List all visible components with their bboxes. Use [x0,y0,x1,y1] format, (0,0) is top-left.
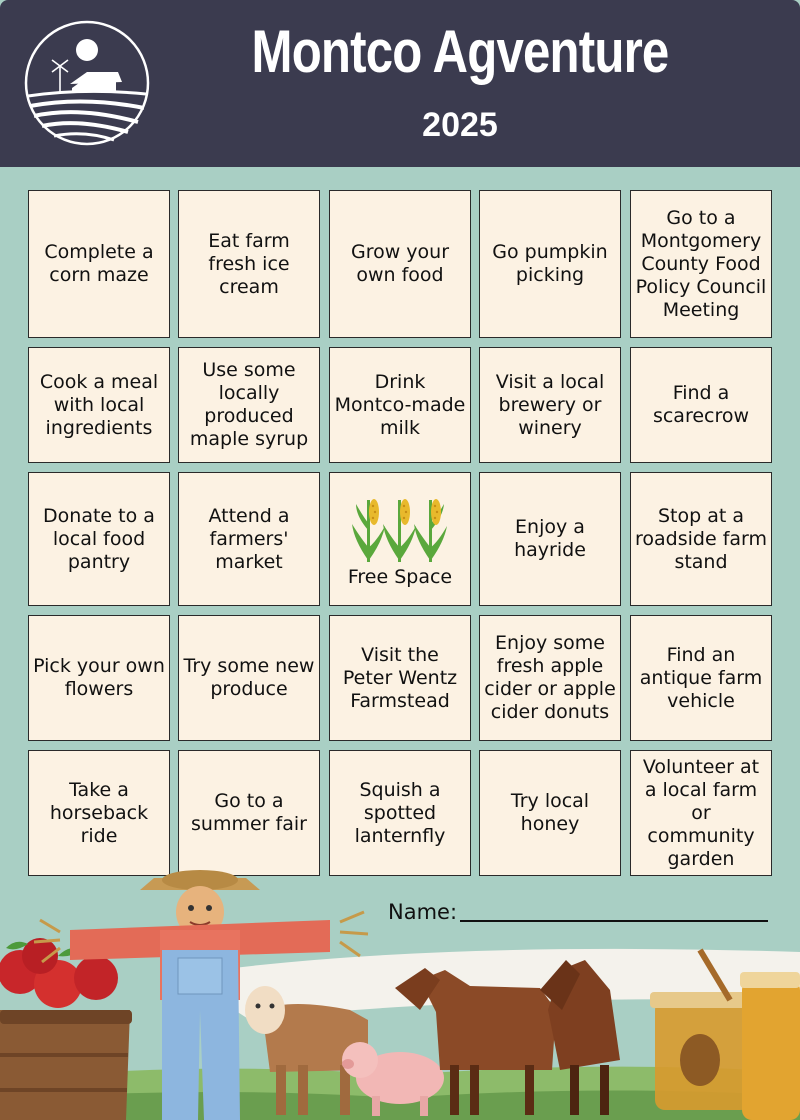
bingo-cell-label: Find an antique farm vehicle [639,643,763,712]
bingo-cell-label: Donate to a local food pantry [43,504,155,573]
corn-stalks-icon [352,490,448,562]
bingo-cell-label: Attend a farmers' market [208,504,290,573]
bingo-cell-label: Grow your own food [350,241,450,286]
bingo-cell[interactable] [178,615,320,741]
bingo-cell[interactable] [479,347,621,463]
bingo-cell-label: Stop at a roadside farm stand [635,504,768,573]
bingo-cell[interactable] [178,472,320,606]
bingo-cell-label: Drink Montco-made milk [334,370,466,439]
name-label: Name: [388,900,458,924]
year-subtitle: 2025 [422,106,498,144]
bingo-cell-label: Squish a spotted lanternfly [354,778,446,847]
bingo-cell-label: Enjoy a hayride [514,516,586,561]
bingo-cell-label: Complete a corn maze [44,241,154,286]
bingo-cell-label: Enjoy some fresh apple cider or apple cider donuts [484,632,616,723]
bingo-cell-label: Use some locally produced maple syrup [189,359,309,450]
apple-basket-illustration [0,938,132,1120]
farm-scene-illustration [0,860,800,1120]
bingo-cell-label: Free Space [347,565,453,588]
bingo-grid [28,190,772,878]
bingo-cell[interactable] [630,750,772,876]
bingo-cell[interactable] [329,347,471,463]
free-space-cell[interactable] [329,472,471,606]
bingo-cell[interactable] [178,347,320,463]
bingo-cell-label: Go to a Montgomery County Food Policy Council Meeting [635,206,767,321]
bingo-cell[interactable] [329,750,471,876]
bingo-cell[interactable] [479,472,621,606]
header-banner [0,0,800,167]
bingo-cell[interactable] [630,347,772,463]
bingo-cell[interactable] [178,190,320,338]
page-title: Montco Agventure [251,18,669,85]
bingo-cell[interactable] [28,190,170,338]
bingo-cell[interactable] [28,472,170,606]
farm-logo-icon [24,20,150,146]
bingo-cell[interactable] [630,615,772,741]
bingo-cell-label: Find a scarecrow [652,382,750,427]
bingo-cell[interactable] [329,615,471,741]
bingo-cell[interactable] [28,750,170,876]
bingo-cell[interactable] [28,615,170,741]
bingo-cell[interactable] [630,472,772,606]
bingo-cell-label: Go to a summer fair [191,790,307,835]
bingo-cell[interactable] [479,615,621,741]
bingo-cell-label: Cook a meal with local ingredients [39,370,159,439]
bingo-cell-label: Volunteer at a local farm or community garden [642,755,760,870]
bingo-cell-label: Eat farm fresh ice cream [208,229,290,298]
bingo-cell-label: Pick your own flowers [33,655,165,700]
bingo-cell[interactable] [329,190,471,338]
bingo-cell[interactable] [479,750,621,876]
bingo-cell-label: Visit a local brewery or winery [495,370,605,439]
bingo-cell[interactable] [178,750,320,876]
bingo-cell[interactable] [479,190,621,338]
bingo-cell[interactable] [28,347,170,463]
bingo-cell-label: Visit the Peter Wentz Farmstead [342,643,458,712]
bingo-cell[interactable] [630,190,772,338]
bingo-cell-label: Try local honey [510,790,590,835]
bingo-cell-label: Go pumpkin picking [492,241,608,286]
bingo-cell-label: Try some new produce [183,655,315,700]
bingo-cell-label: Take a horseback ride [49,778,149,847]
